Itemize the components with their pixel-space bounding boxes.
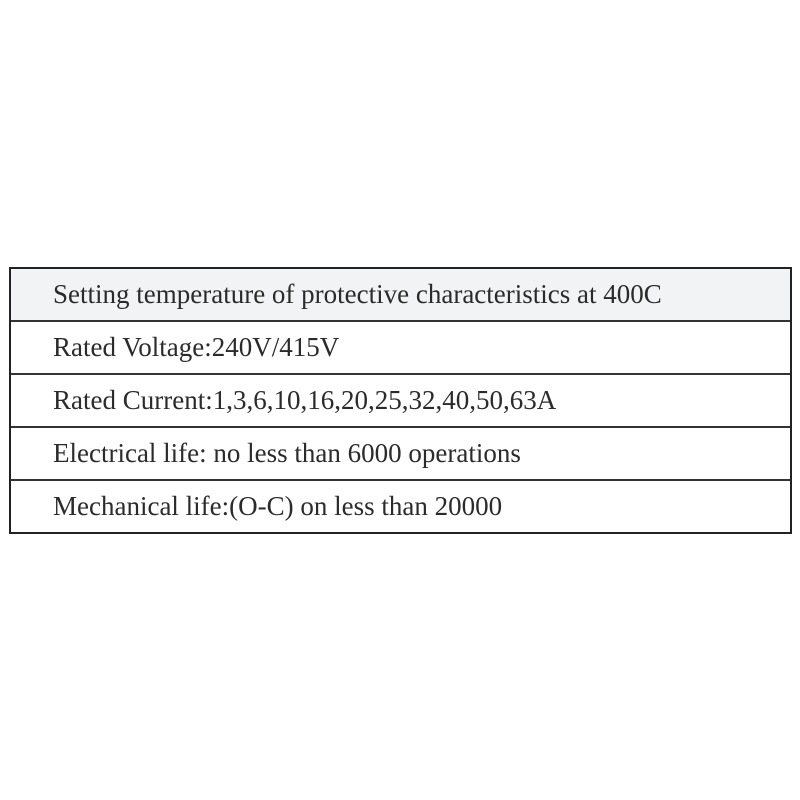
spec-table bbox=[9, 267, 792, 534]
spec-row-mechanical-life: Mechanical life:(O-C) on less than 20000 bbox=[53, 491, 503, 521]
spec-row-rated-current: Rated Current:1,3,6,10,16,20,25,32,40,50,63A bbox=[11, 375, 790, 428]
spec-row-rated-voltage: Rated Voltage:240V/415V bbox=[11, 322, 790, 375]
spec-table-header: Setting temperature of protective characteristics at 400C bbox=[11, 269, 790, 322]
spec-row-electrical-life: Electrical life: no less than 6000 operations bbox=[11, 428, 790, 481]
